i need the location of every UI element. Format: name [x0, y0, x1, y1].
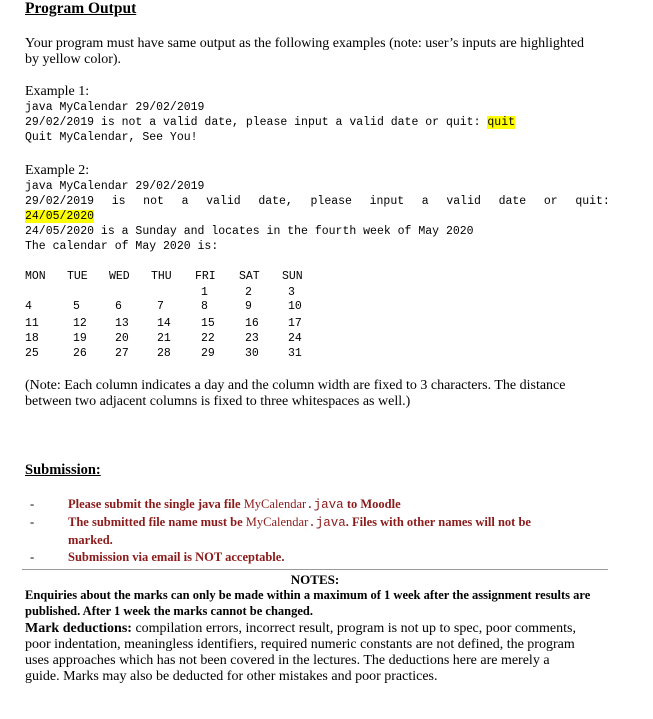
- calendar-day: 10: [288, 300, 302, 313]
- submission-item-1: [30, 496, 588, 514]
- prompt-word: valid: [206, 195, 241, 208]
- calendar-day: 8: [201, 300, 208, 313]
- example2-user-input-line: [25, 209, 94, 224]
- prompt-word: not: [143, 195, 164, 208]
- prompt-word: date,: [258, 195, 293, 208]
- mark-deductions-label: Mark deductions:: [25, 621, 132, 636]
- calendar-day: 6: [115, 300, 122, 313]
- calendar-header-sun: SUN: [282, 270, 303, 283]
- mark-deductions-text-1: compilation errors, incorrect result, program is not up to spec, poor comments,: [131, 621, 576, 636]
- example1-prompt: 29/02/2019 is not a valid date, please input a valid date or quit:: [25, 116, 488, 129]
- item3-text: Submission via email is NOT acceptable.: [68, 550, 285, 564]
- intro-line-2: by yellow color).: [25, 52, 122, 67]
- prompt-word: please: [310, 195, 352, 208]
- calendar-day: 26: [73, 347, 87, 360]
- prompt-word: is: [111, 195, 126, 208]
- calendar-day: 31: [288, 347, 302, 360]
- submission-item-3: [30, 549, 588, 566]
- calendar-day: 2: [245, 286, 252, 299]
- calendar-day: 28: [157, 347, 171, 360]
- item1-text-b: to Moodle: [343, 497, 401, 511]
- calendar-day: 25: [25, 347, 39, 360]
- calendar-day: 12: [73, 317, 87, 330]
- calendar-day: 27: [115, 347, 129, 360]
- mark-deductions-line-2: poor indentation, meaningless identifiers, required numeric constants are not defined, the program: [25, 637, 575, 652]
- calendar-day: 16: [245, 317, 259, 330]
- calendar-header-thu: THU: [151, 270, 172, 283]
- mark-deductions-line-1: [25, 621, 576, 637]
- calendar-header-wed: WED: [109, 270, 130, 283]
- submission-item-2: [30, 514, 588, 549]
- example1-prompt-line: [25, 115, 515, 130]
- prompt-word: or: [543, 195, 558, 208]
- calendar-day: 4: [25, 300, 32, 313]
- calendar-day: 3: [288, 286, 295, 299]
- calendar-day: 24: [288, 332, 302, 345]
- note-line-1: (Note: Each column indicates a day and the column width are fixed to 3 characters. The distance: [25, 378, 566, 393]
- submission-heading: Submission:: [25, 462, 101, 478]
- calendar-day: 9: [245, 300, 252, 313]
- calendar-header-tue: TUE: [67, 270, 88, 283]
- notes-enquiries-2: published. After 1 week the marks cannot be changed.: [25, 604, 313, 618]
- prompt-word: date: [498, 195, 527, 208]
- calendar-day: 21: [157, 332, 171, 345]
- prompt-word: input: [369, 195, 405, 208]
- item1-text-a: Please submit the single java file: [68, 497, 244, 511]
- calendar-header-sat: SAT: [239, 270, 260, 283]
- calendar-day: 1: [201, 286, 208, 299]
- prompt-word: a: [421, 195, 429, 208]
- example1-user-input: quit: [487, 116, 515, 129]
- bullet-dash: -: [30, 515, 35, 529]
- calendar-day: 20: [115, 332, 129, 345]
- bullet-dash: -: [30, 550, 35, 564]
- example2-user-input: 24/05/2020: [25, 210, 95, 223]
- page-heading: Program Output: [25, 0, 137, 17]
- calendar-day: 18: [25, 332, 39, 345]
- item2-extension: .java: [308, 516, 346, 530]
- example1-result: Quit MyCalendar, See You!: [25, 131, 198, 144]
- calendar-day: 22: [201, 332, 215, 345]
- item2-filename: MyCalendar: [245, 515, 309, 529]
- calendar-header-mon: MON: [25, 270, 46, 283]
- calendar-header-fri: FRI: [195, 270, 216, 283]
- calendar-day: 5: [73, 300, 80, 313]
- calendar-day: 17: [288, 317, 302, 330]
- example2-calendar-title: The calendar of May 2020 is:: [25, 240, 219, 253]
- calendar-day: 15: [201, 317, 215, 330]
- intro-line-1: Your program must have same output as the following examples (note: user’s inputs are highlighted: [25, 36, 585, 51]
- calendar-day: 14: [157, 317, 171, 330]
- note-line-2: between two adjacent columns is fixed to three whitespaces as well.): [25, 394, 411, 409]
- prompt-word: quit:: [575, 195, 610, 208]
- item2-text-c: marked.: [68, 533, 113, 547]
- mark-deductions-line-3: uses approaches which has not been covered in the lectures. The deductions here are merely a: [25, 653, 550, 668]
- calendar-day: 13: [115, 317, 129, 330]
- example2-prompt-line: [25, 194, 610, 209]
- submission-list: [30, 496, 588, 566]
- prompt-word: a: [181, 195, 189, 208]
- calendar-day: 11: [25, 317, 39, 330]
- bullet-dash: -: [30, 497, 35, 511]
- calendar-day: 23: [245, 332, 259, 345]
- calendar-day: 30: [245, 347, 259, 360]
- prompt-word: 29/02/2019: [25, 195, 95, 208]
- mark-deductions-line-4: guide. Marks may also be deducted for other mistakes and poor practices.: [25, 669, 438, 684]
- example1-title: Example 1:: [25, 84, 90, 99]
- example2-title: Example 2:: [25, 163, 90, 178]
- notes-divider: [22, 569, 608, 570]
- notes-enquiries-1: Enquiries about the marks can only be made within a maximum of 1 week after the assignment results are: [25, 588, 591, 602]
- example1-command: java MyCalendar 29/02/2019: [25, 101, 205, 114]
- calendar-day: 29: [201, 347, 215, 360]
- item2-text-b: . Files with other names will not be: [345, 515, 531, 529]
- calendar-day: 7: [157, 300, 164, 313]
- notes-title: NOTES:: [290, 572, 340, 587]
- prompt-word: valid: [446, 195, 481, 208]
- calendar-day: 19: [73, 332, 87, 345]
- item1-extension: .java: [306, 498, 344, 512]
- example2-result: 24/05/2020 is a Sunday and locates in the fourth week of May 2020: [25, 225, 474, 238]
- item1-filename: MyCalendar: [243, 497, 307, 511]
- item2-text-a: The submitted file name must be: [68, 515, 246, 529]
- example2-command: java MyCalendar 29/02/2019: [25, 180, 205, 193]
